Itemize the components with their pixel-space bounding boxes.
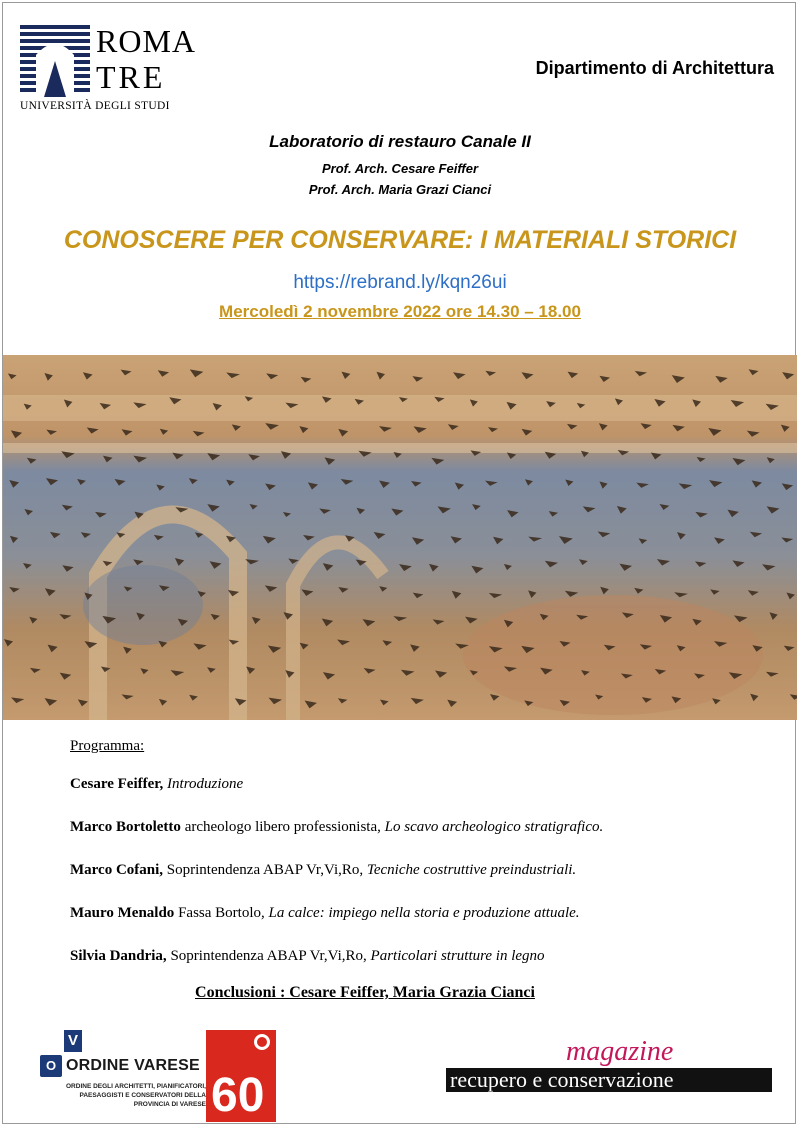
program-item (70, 946, 770, 975)
program-list (70, 774, 770, 989)
magazine-name: recupero e conservazione (446, 1068, 772, 1092)
department-name: Dipartimento di Architettura (535, 58, 774, 78)
program-item (70, 903, 770, 932)
program-item (70, 860, 770, 889)
talk-title: Lo scavo archeologico stratigrafico. (384, 819, 604, 835)
roma-tre-emblem-icon (20, 25, 90, 97)
ordine-subtitle: ORDINE DEGLI ARCHITETTI, PIANIFICATORI, PAESAGGISTI E CONSERVATORI DELLA PROVINCIA DI VARESE (66, 1083, 206, 1108)
ordine-name-row (40, 1054, 200, 1078)
professor-1: Prof. Arch. Cesare Feiffer (321, 161, 479, 176)
talk-title: Tecniche costruttive preindustriali. (366, 862, 577, 878)
logo-line-university: UNIVERSITÀ DEGLI STUDI (20, 100, 170, 112)
program-heading: Programma: (70, 738, 145, 754)
professor-2: Prof. Arch. Maria Grazi Cianci (308, 182, 492, 197)
fresco-image (3, 355, 797, 720)
anniversary-number: 60 (211, 1069, 265, 1122)
program-item (70, 774, 770, 803)
speaker-name: Marco Cofani, (70, 862, 164, 878)
logo-line-tre: TRE (96, 59, 166, 95)
speaker-name: Cesare Feiffer, (70, 776, 164, 792)
talk-title: Introduzione (167, 776, 244, 792)
roma-tre-logo (20, 25, 195, 120)
ordine-name: ORDINE VARESE (66, 1057, 200, 1074)
speaker-role: Fassa Bortolo, (174, 905, 265, 921)
talk-title: La calce: impiego nella storia e produzione attuale. (268, 905, 580, 921)
speaker-name: Silvia Dandria, (70, 948, 167, 964)
speaker-name: Mauro Menaldo (70, 905, 175, 921)
event-link[interactable]: https://rebrand.ly/kqn26ui (293, 272, 507, 293)
degree-circle-icon (254, 1034, 270, 1050)
speaker-role: Soprintendenza ABAP Vr,Vi,Ro, (163, 862, 364, 878)
course-title: Laboratorio di restauro Canale II (269, 132, 531, 151)
logo-line-roma: ROMA (96, 23, 197, 59)
event-datetime: Mercoledì 2 novembre 2022 ore 14.30 – 18.00 (219, 302, 581, 321)
ordine-varese-logo (40, 1030, 280, 1122)
ordine-circle-icon: O (40, 1055, 62, 1077)
program-conclusion: Conclusioni : Cesare Feiffer, Maria Grazia Cianci (195, 984, 535, 1001)
talk-title: Particolari strutture in legno (370, 948, 545, 964)
program-item (70, 817, 770, 846)
anniversary-badge (206, 1030, 276, 1122)
ordine-badge: V (64, 1030, 82, 1052)
magazine-script: magazine (566, 1036, 674, 1067)
speaker-name: Marco Bortoletto (70, 819, 181, 835)
speaker-role: Soprintendenza ABAP Vr,Vi,Ro, (166, 948, 367, 964)
event-title: CONOSCERE PER CONSERVARE: I MATERIALI STORICI (63, 226, 737, 254)
recupero-conservazione-logo (446, 1036, 776, 1096)
speaker-role: archeologo libero professionista, (180, 819, 381, 835)
